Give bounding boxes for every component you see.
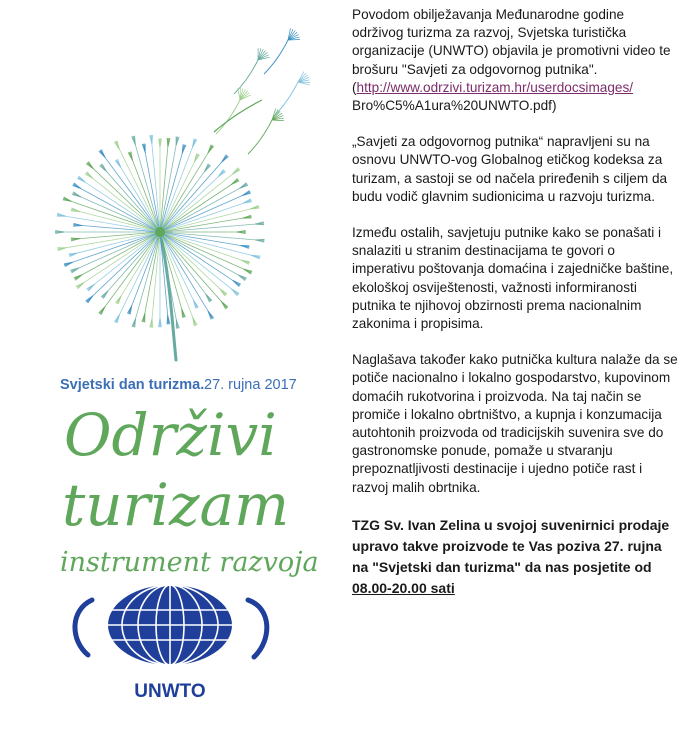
paragraph-culture: Naglašava također kako putnička kultura nalaže da se potiče nacionalno i lokalno gospodarstvo, kupovinom domaćih rukotvorina i proizvoda. Na taj način se promiče i lokalno obrtništvo, a kupnja i konzumacija autohtonih proizvoda od tradicijskih suvenira sve do gastronomske ponude, pomaže u stvaranju prepoznatljivosti destinacije i ujedno potiče rast i razvoj malih obrtnika. — [352, 352, 678, 495]
invitation-text: TZG Sv. Ivan Zelina u svojoj suvenirnici prodaje upravo takve proizvode te Vas poziva 27. rujna na "Svjetski dan turizma" da nas posjetite od — [352, 516, 670, 575]
paragraph-advice: Između ostalih, savjetuju putnike kako se ponašati i snalaziti u stranim destinacijama te govori o imperativu poštovanja domaćina i zajedničke baštine, ekološkoj osviještenosti, važnosti informiranosti putnika te njihovoj obzirnosti prema nacionalnim zakonima i propisima. — [352, 225, 674, 332]
intro-text: Povodom obilježavanja Međunarodne godine održivog turizma za razvoj, Svjetska turistička organizacije (UNWTO) objavila je promotivni video te brošuru "Savjeti za odgovornog putnika". ( — [352, 7, 671, 95]
paragraph-intro — [352, 6, 678, 115]
dandelion-illustration — [55, 28, 310, 360]
poster-graphic — [0, 0, 330, 752]
unwto-emblem — [75, 585, 267, 665]
event-date: 27. rujna 2017 — [204, 377, 297, 393]
unwto-label: UNWTO — [134, 681, 206, 702]
title-line-2: turizam — [62, 471, 290, 539]
paragraph-invitation — [352, 515, 678, 599]
intro-close: ) — [551, 98, 557, 114]
brochure-link-tail: Bro%C5%A1ura%20UNWTO.pdf — [352, 98, 552, 114]
event-line: Svjetski dan turizma. — [60, 377, 205, 393]
poster — [0, 0, 330, 752]
paragraph-code: „Savjeti za odgovornog putnika“ napravljeni su na osnovu UNWTO-vog Globalnog etičkog kodeksa za turizam, a sastoji se od načela priređenih s ciljem da budu vodič glavnim sudionicima u razvoju turizma. — [352, 134, 668, 204]
brochure-link[interactable]: http://www.odrzivi.turizam.hr/userdocsimages/ — [356, 79, 634, 95]
subtitle: instrument razvoja — [60, 547, 319, 578]
title-line-1: Održivi — [64, 401, 277, 469]
opening-hours: 08.00-20.00 sati — [352, 579, 455, 596]
article — [352, 6, 678, 617]
